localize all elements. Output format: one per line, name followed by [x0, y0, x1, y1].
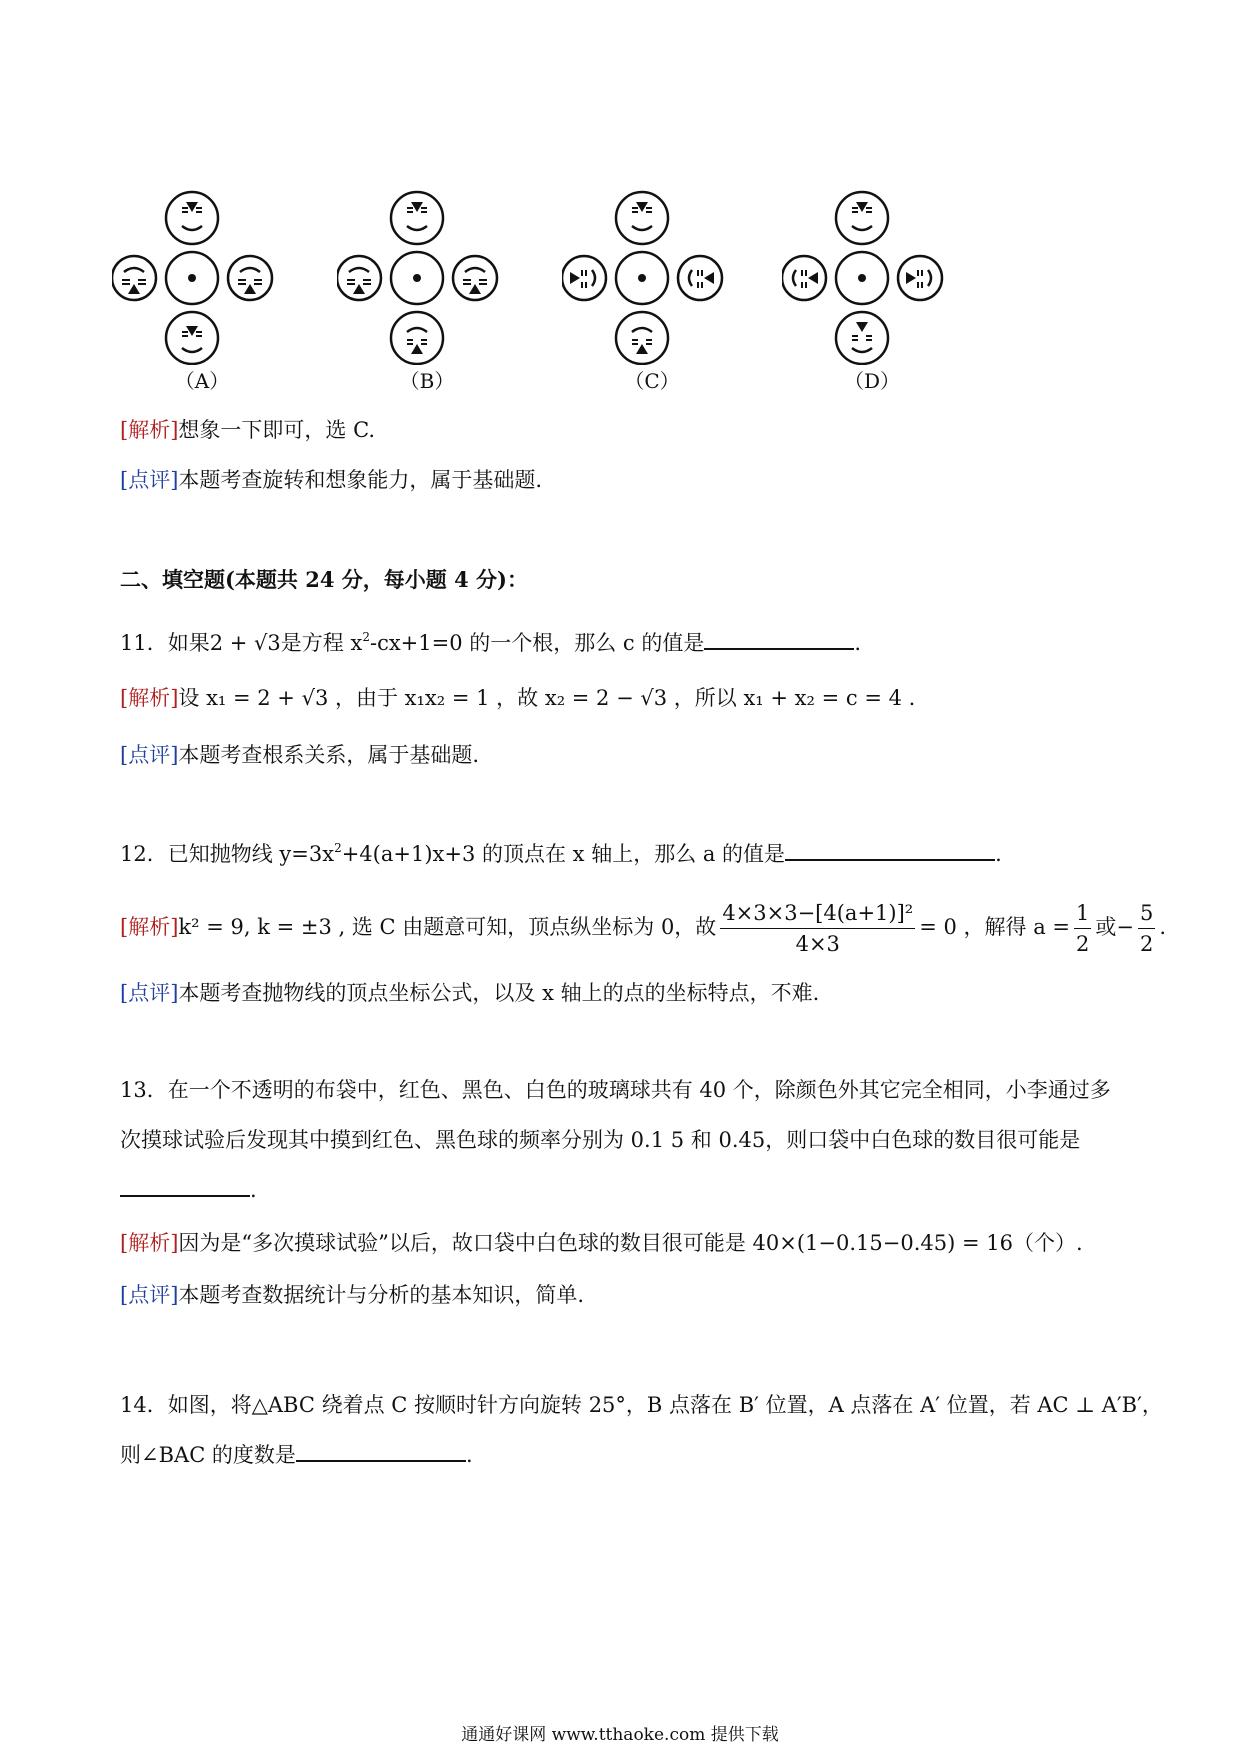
q14-end: .	[465, 1443, 473, 1467]
answer-blank[interactable]	[296, 1440, 466, 1462]
vertex-fraction	[720, 898, 915, 959]
figure-a	[112, 190, 292, 400]
review-text: 本题考查数据统计与分析的基本知识，简单.	[178, 1283, 585, 1307]
review-text: 本题考查抛物线的顶点坐标公式，以及 x 轴上的点的坐标特点，不难.	[178, 981, 820, 1005]
fraction-numerator: 5	[1138, 898, 1155, 929]
q10-analysis	[120, 415, 375, 445]
figure-a-label: （A）	[174, 369, 230, 393]
q13-review	[120, 1280, 584, 1310]
q14-line-2	[120, 1440, 473, 1470]
analysis-text: 设 x₁ = 2 + √3 ，由于 x₁x₂ = 1 ，故 x₂ = 2 − √3 ，所以 x₁ + x₂ = c = 4 .	[178, 686, 916, 710]
q11-end: .	[854, 631, 862, 655]
q14-line-1: 14．如图，将△ABC 绕着点 C 按顺时针方向旋转 25°，B 点落在 B′ 位置，A 点落在 A′ 位置，若 AC ⊥ A′B′，	[120, 1393, 1163, 1417]
q11-rest: -cx+1=0 的一个根，那么 c 的值是	[369, 631, 705, 655]
figure-c-label: （C）	[624, 369, 680, 393]
q12-prefix: 12．已知抛物线 y=3x	[120, 842, 335, 866]
q11-middle: 是方程 x	[280, 631, 363, 655]
q12-end: .	[995, 842, 1002, 866]
q12-review	[120, 978, 819, 1008]
q12-analysis	[120, 898, 1166, 959]
review-tag: [点评]	[120, 468, 179, 492]
page-footer: 通通好课网 www.tthaoke.com 提供下载	[461, 1725, 779, 1745]
figure-c-drawing	[562, 190, 742, 365]
fraction-numerator: 1	[1074, 898, 1091, 929]
q13-analysis	[120, 1228, 1083, 1258]
analysis-tag: [解析]	[120, 686, 179, 710]
review-text: 本题考查旋转和想象能力，属于基础题.	[178, 468, 543, 492]
figure-b-drawing	[337, 190, 517, 365]
root-fraction-2	[1138, 898, 1155, 959]
figure-a-drawing	[112, 190, 292, 365]
review-tag: [点评]	[120, 1283, 179, 1307]
q11-review	[120, 740, 479, 770]
fraction-denominator: 2	[1139, 932, 1154, 956]
q11-analysis	[120, 683, 915, 713]
q13-line-3	[120, 1175, 257, 1205]
q12-exponent: 2	[334, 841, 342, 855]
figure-c	[562, 190, 742, 400]
q11-prefix: 11．如果	[120, 631, 210, 655]
review-tag: [点评]	[120, 743, 179, 767]
answer-blank[interactable]	[785, 839, 995, 861]
q12-question	[120, 833, 1002, 869]
analysis-end: .	[1159, 915, 1167, 939]
or-text: 或−	[1095, 915, 1134, 939]
fraction-denominator: 2	[1076, 932, 1090, 956]
q11-expression: 2 + √3	[209, 631, 281, 655]
fraction-numerator: 4×3×3−[4(a+1)]²	[720, 898, 915, 929]
root-fraction-1	[1074, 898, 1091, 959]
figure-b-label: （B）	[399, 369, 455, 393]
analysis-tag: [解析]	[120, 418, 179, 442]
analysis-tag: [解析]	[120, 1231, 179, 1255]
figure-d-label: （D）	[843, 369, 901, 393]
figure-d-drawing	[782, 190, 962, 365]
figure-d	[782, 190, 962, 400]
analysis-tag: [解析]	[120, 915, 179, 939]
q11-exponent: 2	[362, 630, 370, 644]
q13-line-1: 13．在一个不透明的布袋中，红色、黑色、白色的玻璃球共有 40 个，除颜色外其它完全相同，小李通过多	[120, 1078, 1111, 1102]
analysis-text: 想象一下即可，选 C.	[178, 418, 376, 442]
fraction-denominator: 4×3	[795, 932, 840, 956]
q14-text: 则∠BAC 的度数是	[120, 1443, 296, 1467]
analysis-text: k² = 9, k = ±3 , 选 C 由题意可知，顶点纵坐标为 0，故	[178, 915, 717, 939]
answer-blank[interactable]	[704, 628, 854, 650]
review-text: 本题考查根系关系，属于基础题.	[178, 743, 480, 767]
analysis-text: 因为是“多次摸球试验”以后，故口袋中白色球的数目很可能是 40×(1−0.15−0.45) = 16（个）.	[178, 1231, 1083, 1255]
review-tag: [点评]	[120, 981, 179, 1005]
q10-review	[120, 465, 542, 495]
figure-b	[337, 190, 517, 400]
q13-line-2: 次摸球试验后发现其中摸到红色、黑色球的频率分别为 0.1 5 和 0.45，则口袋中白色球的数目很可能是	[120, 1128, 1081, 1152]
q13-end: .	[250, 1178, 257, 1202]
q12-rest: +4(a+1)x+3 的顶点在 x 轴上，那么 a 的值是	[341, 842, 786, 866]
option-figures	[112, 190, 992, 400]
answer-blank[interactable]	[120, 1175, 250, 1197]
section-heading: 二、填空题(本题共 24 分，每小题 4 分)：	[120, 567, 528, 592]
q11-question	[120, 622, 861, 658]
analysis-mid: = 0 ，解得 a =	[919, 915, 1070, 939]
